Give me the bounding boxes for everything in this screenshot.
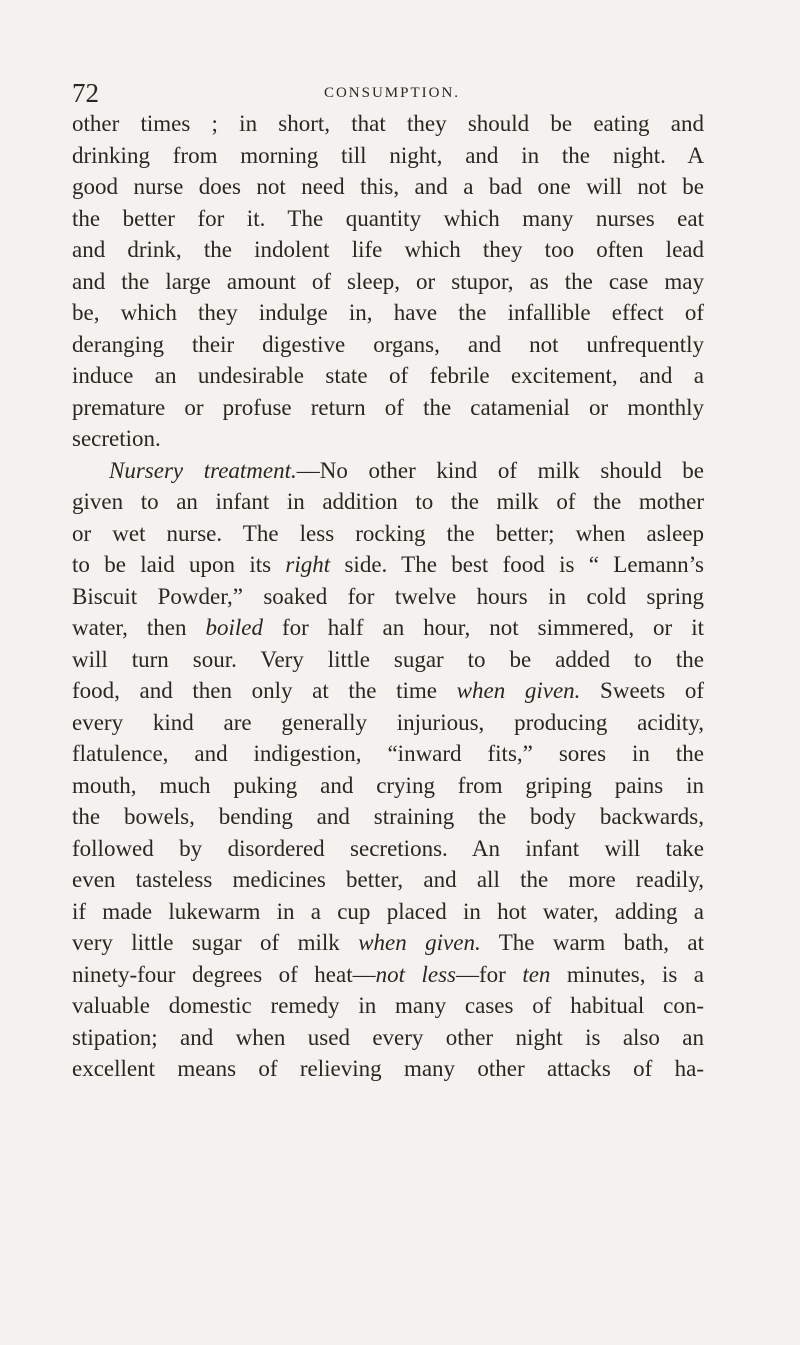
text-line: followed by disordered secretions. An infant will take — [72, 835, 704, 861]
text-line: and drink, the indolent life which they too often lead — [72, 237, 704, 262]
text-line: or wet nurse. The less rocking the better; when asleep — [72, 520, 704, 546]
text-line: Biscuit Powder,” soaked for twelve hours in cold spring — [72, 583, 704, 609]
text-line: every kind are generally injurious, producing acidity, — [72, 709, 704, 735]
body-text — [72, 108, 704, 1085]
text-line: secretion. — [72, 426, 161, 451]
text-line: even tasteless medicines better, and all the more readily, — [72, 867, 704, 892]
text-line: be, which they indulge in, have the infallible effect of — [72, 300, 704, 325]
text-line: premature or profuse return of the catamenial or monthly — [72, 394, 704, 420]
page-header — [72, 78, 712, 108]
text-line: flatulence, and indigestion, “inward fits,” sores in the — [72, 741, 704, 766]
text-line: water, then boiled for half an hour, not simmered, or it — [72, 615, 704, 640]
text-line: the better for it. The quantity which many nurses eat — [72, 205, 704, 231]
text-line: deranging their digestive organs, and not unfrequently — [72, 331, 704, 357]
running-title: CONSUMPTION. — [323, 85, 461, 101]
text-line: given to an infant in addition to the milk of the mother — [72, 489, 704, 514]
text-line: Nursery treatment.—No other kind of milk should be — [109, 457, 705, 483]
text-line: the bowels, bending and straining the body backwards, — [72, 804, 704, 829]
text-line: valuable domestic remedy in many cases of habitual con- — [72, 993, 704, 1018]
text-line: mouth, much puking and crying from griping pains in — [72, 772, 704, 798]
text-line: good nurse does not need this, and a bad one will not be — [72, 174, 704, 199]
text-line: to be laid upon its right side. The best food is “ Lemann’s — [72, 552, 704, 577]
text-line: stipation; and when used every other night is also an — [72, 1024, 704, 1050]
page-number: 72 — [72, 78, 99, 108]
text-line: very little sugar of milk when given. The warm bath, at — [72, 930, 704, 955]
text-line: excellent means of relieving many other attacks of ha- — [72, 1056, 704, 1081]
text-line: ninety-four degrees of heat—not less—for ten minutes, is a — [72, 961, 704, 987]
italic-heading: Nursery treatment. — [109, 457, 297, 483]
text-line: will turn sour. Very little sugar to be added to the — [72, 646, 704, 672]
text-line: drinking from morning till night, and in the night. A — [72, 142, 704, 168]
text-line: food, and then only at the time when given. Sweets of — [72, 678, 704, 703]
text-line: induce an undesirable state of febrile excitement, and a — [72, 363, 704, 388]
text-line: and the large amount of sleep, or stupor, as the case may — [72, 268, 704, 294]
text-line: other times ; in short, that they should be eating and — [72, 111, 704, 136]
text-line: if made lukewarm in a cup placed in hot water, adding a — [72, 898, 704, 924]
